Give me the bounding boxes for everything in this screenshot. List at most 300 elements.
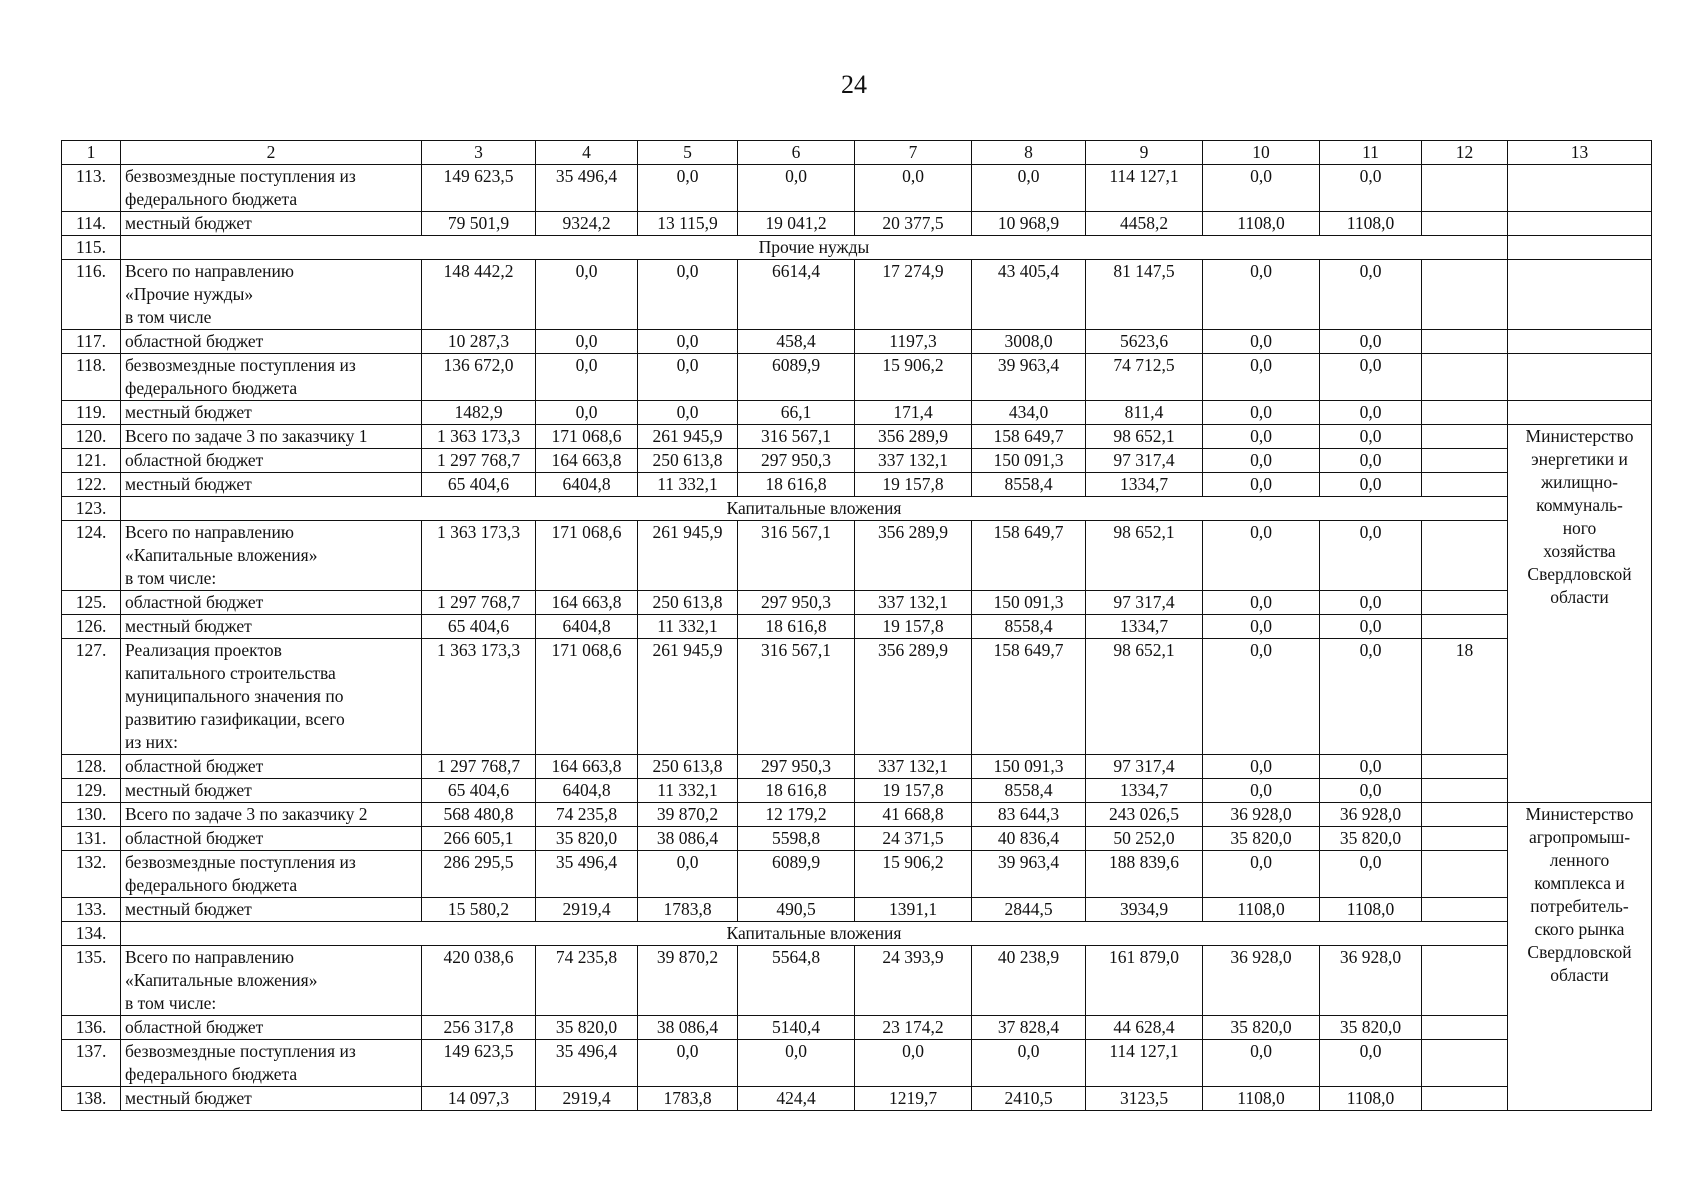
- row-description: [121, 473, 422, 497]
- value-cell: 1108,0: [1320, 1087, 1422, 1111]
- value-cell: 5140,4: [738, 1016, 855, 1040]
- responsible-agency: [1508, 425, 1652, 803]
- table-row: [62, 779, 1652, 803]
- value-cell: 14 097,3: [422, 1087, 536, 1111]
- value-cell: 0,0: [638, 1040, 738, 1087]
- value-cell: 1108,0: [1320, 898, 1422, 922]
- value-cell: 424,4: [738, 1087, 855, 1111]
- target-indicator-cell: 18: [1422, 639, 1508, 755]
- value-cell: 149 623,5: [422, 165, 536, 212]
- value-cell: 0,0: [1203, 851, 1320, 898]
- table-row: [62, 946, 1652, 1016]
- value-cell: 0,0: [1320, 260, 1422, 330]
- header-cell: 8: [972, 141, 1086, 165]
- value-cell: 41 668,8: [855, 803, 972, 827]
- row-description: [121, 803, 422, 827]
- row-number: 122.: [62, 473, 121, 497]
- header-cell: 1: [62, 141, 121, 165]
- target-indicator-cell: [1422, 449, 1508, 473]
- value-cell: 0,0: [1203, 425, 1320, 449]
- value-cell: 35 496,4: [536, 1040, 638, 1087]
- value-cell: 8558,4: [972, 473, 1086, 497]
- row-number: 116.: [62, 260, 121, 330]
- agency-cell-empty: [1508, 212, 1652, 236]
- value-cell: 0,0: [738, 1040, 855, 1087]
- description-line: областной бюджет: [125, 828, 264, 848]
- value-cell: 158 649,7: [972, 425, 1086, 449]
- row-number: 128.: [62, 755, 121, 779]
- value-cell: 18 616,8: [738, 473, 855, 497]
- value-cell: 1108,0: [1320, 212, 1422, 236]
- value-cell: 261 945,9: [638, 521, 738, 591]
- table-row: [62, 425, 1652, 449]
- value-cell: 0,0: [1320, 354, 1422, 401]
- table-row: [62, 898, 1652, 922]
- row-number: 114.: [62, 212, 121, 236]
- row-number: 119.: [62, 401, 121, 425]
- value-cell: 0,0: [1320, 615, 1422, 639]
- value-cell: 39 963,4: [972, 851, 1086, 898]
- header-cell: 7: [855, 141, 972, 165]
- row-description: [121, 212, 422, 236]
- responsible-agency: [1508, 803, 1652, 1111]
- agency-cell-empty: [1508, 236, 1652, 260]
- description-line: местный бюджет: [125, 1088, 252, 1108]
- value-cell: 0,0: [1320, 425, 1422, 449]
- value-cell: 250 613,8: [638, 755, 738, 779]
- header-cell: 4: [536, 141, 638, 165]
- value-cell: 5623,6: [1086, 330, 1203, 354]
- target-indicator-cell: [1422, 898, 1508, 922]
- target-indicator-cell: [1422, 401, 1508, 425]
- value-cell: 1334,7: [1086, 779, 1203, 803]
- value-cell: 35 496,4: [536, 851, 638, 898]
- row-description: [121, 946, 422, 1016]
- row-number: 132.: [62, 851, 121, 898]
- section-row: [62, 922, 1652, 946]
- value-cell: 356 289,9: [855, 639, 972, 755]
- target-indicator-cell: [1422, 615, 1508, 639]
- target-indicator-cell: [1422, 827, 1508, 851]
- value-cell: 35 820,0: [1320, 827, 1422, 851]
- value-cell: 10 287,3: [422, 330, 536, 354]
- value-cell: 1482,9: [422, 401, 536, 425]
- table-row: [62, 639, 1652, 755]
- description-line: развитию газификации, всего: [125, 709, 345, 729]
- row-description: [121, 755, 422, 779]
- value-cell: 158 649,7: [972, 521, 1086, 591]
- row-number: 135.: [62, 946, 121, 1016]
- table-body: [62, 165, 1652, 1111]
- agency-line: энергетики и: [1531, 449, 1628, 469]
- value-cell: 1 297 768,7: [422, 755, 536, 779]
- header-cell: 11: [1320, 141, 1422, 165]
- value-cell: 148 442,2: [422, 260, 536, 330]
- value-cell: 0,0: [1320, 449, 1422, 473]
- section-row: [62, 497, 1652, 521]
- value-cell: 4458,2: [1086, 212, 1203, 236]
- value-cell: 37 828,4: [972, 1016, 1086, 1040]
- target-indicator-cell: [1422, 1016, 1508, 1040]
- row-description: [121, 827, 422, 851]
- value-cell: 136 672,0: [422, 354, 536, 401]
- value-cell: 0,0: [638, 401, 738, 425]
- agency-cell-empty: [1508, 401, 1652, 425]
- description-line: местный бюджет: [125, 474, 252, 494]
- value-cell: 74 235,8: [536, 803, 638, 827]
- agency-line: ного: [1562, 518, 1597, 538]
- row-description: [121, 1040, 422, 1087]
- value-cell: 6089,9: [738, 354, 855, 401]
- value-cell: 44 628,4: [1086, 1016, 1203, 1040]
- value-cell: 35 820,0: [536, 827, 638, 851]
- value-cell: 97 317,4: [1086, 591, 1203, 615]
- value-cell: 316 567,1: [738, 521, 855, 591]
- value-cell: 15 580,2: [422, 898, 536, 922]
- description-line: Всего по направлению: [125, 522, 294, 542]
- value-cell: 490,5: [738, 898, 855, 922]
- value-cell: 98 652,1: [1086, 521, 1203, 591]
- section-title: Прочие нужды: [121, 236, 1508, 260]
- table-row: [62, 330, 1652, 354]
- description-line: областной бюджет: [125, 1017, 264, 1037]
- value-cell: 43 405,4: [972, 260, 1086, 330]
- value-cell: 1 363 173,3: [422, 521, 536, 591]
- row-number: 133.: [62, 898, 121, 922]
- description-line: «Капитальные вложения»: [125, 970, 318, 990]
- value-cell: 171,4: [855, 401, 972, 425]
- value-cell: 35 820,0: [1320, 1016, 1422, 1040]
- agency-cell-empty: [1508, 330, 1652, 354]
- value-cell: 811,4: [1086, 401, 1203, 425]
- row-number: 137.: [62, 1040, 121, 1087]
- value-cell: 1 363 173,3: [422, 639, 536, 755]
- table-row: [62, 521, 1652, 591]
- value-cell: 1391,1: [855, 898, 972, 922]
- value-cell: 0,0: [1320, 521, 1422, 591]
- row-description: [121, 591, 422, 615]
- description-line: из них:: [125, 732, 178, 752]
- value-cell: 0,0: [1203, 639, 1320, 755]
- value-cell: 36 928,0: [1203, 946, 1320, 1016]
- value-cell: 11 332,1: [638, 615, 738, 639]
- value-cell: 0,0: [536, 354, 638, 401]
- value-cell: 0,0: [536, 260, 638, 330]
- value-cell: 261 945,9: [638, 639, 738, 755]
- section-title: Капитальные вложения: [121, 922, 1508, 946]
- value-cell: 5598,8: [738, 827, 855, 851]
- value-cell: 12 179,2: [738, 803, 855, 827]
- agency-line: ленного: [1549, 850, 1610, 870]
- value-cell: 38 086,4: [638, 1016, 738, 1040]
- value-cell: 65 404,6: [422, 473, 536, 497]
- value-cell: 150 091,3: [972, 755, 1086, 779]
- value-cell: 36 928,0: [1320, 803, 1422, 827]
- table-row: [62, 473, 1652, 497]
- row-number: 138.: [62, 1087, 121, 1111]
- value-cell: 15 906,2: [855, 354, 972, 401]
- value-cell: 35 496,4: [536, 165, 638, 212]
- description-line: местный бюджет: [125, 616, 252, 636]
- value-cell: 0,0: [972, 1040, 1086, 1087]
- description-line: местный бюджет: [125, 899, 252, 919]
- agency-line: коммуналь-: [1536, 495, 1623, 515]
- description-line: федерального бюджета: [125, 875, 298, 895]
- row-number: 124.: [62, 521, 121, 591]
- row-number: 136.: [62, 1016, 121, 1040]
- agency-line: ского рынка: [1534, 919, 1625, 939]
- value-cell: 3934,9: [1086, 898, 1203, 922]
- value-cell: 1108,0: [1203, 898, 1320, 922]
- value-cell: 83 644,3: [972, 803, 1086, 827]
- value-cell: 11 332,1: [638, 473, 738, 497]
- value-cell: 8558,4: [972, 615, 1086, 639]
- row-number: 121.: [62, 449, 121, 473]
- value-cell: 356 289,9: [855, 425, 972, 449]
- value-cell: 10 968,9: [972, 212, 1086, 236]
- value-cell: 81 147,5: [1086, 260, 1203, 330]
- value-cell: 0,0: [1203, 165, 1320, 212]
- target-indicator-cell: [1422, 330, 1508, 354]
- row-number: 118.: [62, 354, 121, 401]
- value-cell: 0,0: [1320, 851, 1422, 898]
- value-cell: 266 605,1: [422, 827, 536, 851]
- value-cell: 11 332,1: [638, 779, 738, 803]
- value-cell: 0,0: [1203, 755, 1320, 779]
- value-cell: 1108,0: [1203, 1087, 1320, 1111]
- description-line: областной бюджет: [125, 331, 264, 351]
- value-cell: 79 501,9: [422, 212, 536, 236]
- row-description: [121, 401, 422, 425]
- value-cell: 0,0: [1203, 1040, 1320, 1087]
- header-cell: 12: [1422, 141, 1508, 165]
- value-cell: 23 174,2: [855, 1016, 972, 1040]
- description-line: в том числе:: [125, 568, 217, 588]
- value-cell: 97 317,4: [1086, 449, 1203, 473]
- agency-line: потребитель-: [1530, 896, 1629, 916]
- description-line: муниципального значения по: [125, 686, 344, 706]
- target-indicator-cell: [1422, 212, 1508, 236]
- row-description: [121, 851, 422, 898]
- description-line: областной бюджет: [125, 450, 264, 470]
- value-cell: 256 317,8: [422, 1016, 536, 1040]
- value-cell: 18 616,8: [738, 779, 855, 803]
- value-cell: 1 297 768,7: [422, 591, 536, 615]
- value-cell: 65 404,6: [422, 615, 536, 639]
- agency-line: области: [1550, 587, 1609, 607]
- value-cell: 337 132,1: [855, 755, 972, 779]
- target-indicator-cell: [1422, 425, 1508, 449]
- value-cell: 0,0: [1320, 473, 1422, 497]
- value-cell: 9324,2: [536, 212, 638, 236]
- value-cell: 150 091,3: [972, 449, 1086, 473]
- value-cell: 17 274,9: [855, 260, 972, 330]
- row-description: [121, 165, 422, 212]
- value-cell: 98 652,1: [1086, 639, 1203, 755]
- value-cell: 0,0: [638, 260, 738, 330]
- value-cell: 171 068,6: [536, 521, 638, 591]
- description-line: местный бюджет: [125, 402, 252, 422]
- row-number: 131.: [62, 827, 121, 851]
- value-cell: 24 371,5: [855, 827, 972, 851]
- value-cell: 1 297 768,7: [422, 449, 536, 473]
- value-cell: 286 295,5: [422, 851, 536, 898]
- value-cell: 19 041,2: [738, 212, 855, 236]
- value-cell: 0,0: [1203, 354, 1320, 401]
- value-cell: 0,0: [738, 165, 855, 212]
- row-number: 115.: [62, 236, 121, 260]
- value-cell: 250 613,8: [638, 591, 738, 615]
- value-cell: 0,0: [1203, 615, 1320, 639]
- target-indicator-cell: [1422, 260, 1508, 330]
- table-row: [62, 449, 1652, 473]
- value-cell: 171 068,6: [536, 425, 638, 449]
- value-cell: 161 879,0: [1086, 946, 1203, 1016]
- value-cell: 0,0: [1203, 330, 1320, 354]
- value-cell: 39 870,2: [638, 946, 738, 1016]
- row-description: [121, 521, 422, 591]
- value-cell: 458,4: [738, 330, 855, 354]
- value-cell: 19 157,8: [855, 779, 972, 803]
- row-description: [121, 330, 422, 354]
- table-row: [62, 1040, 1652, 1087]
- value-cell: 40 238,9: [972, 946, 1086, 1016]
- row-description: [121, 779, 422, 803]
- agency-line: агропромыш-: [1528, 827, 1631, 847]
- value-cell: 0,0: [855, 1040, 972, 1087]
- value-cell: 297 950,3: [738, 449, 855, 473]
- table-row: [62, 591, 1652, 615]
- value-cell: 243 026,5: [1086, 803, 1203, 827]
- row-description: [121, 260, 422, 330]
- target-indicator-cell: [1422, 851, 1508, 898]
- row-description: [121, 639, 422, 755]
- value-cell: 1 363 173,3: [422, 425, 536, 449]
- value-cell: 0,0: [1203, 591, 1320, 615]
- row-number: 125.: [62, 591, 121, 615]
- value-cell: 40 836,4: [972, 827, 1086, 851]
- description-line: безвозмездные поступления из: [125, 852, 356, 872]
- value-cell: 1334,7: [1086, 473, 1203, 497]
- value-cell: 35 820,0: [1203, 827, 1320, 851]
- table-row: [62, 615, 1652, 639]
- value-cell: 337 132,1: [855, 449, 972, 473]
- value-cell: 6089,9: [738, 851, 855, 898]
- value-cell: 18 616,8: [738, 615, 855, 639]
- row-description: [121, 449, 422, 473]
- value-cell: 297 950,3: [738, 755, 855, 779]
- header-cell: 2: [121, 141, 422, 165]
- value-cell: 0,0: [638, 165, 738, 212]
- value-cell: 171 068,6: [536, 639, 638, 755]
- value-cell: 114 127,1: [1086, 1040, 1203, 1087]
- value-cell: 0,0: [536, 401, 638, 425]
- row-description: [121, 425, 422, 449]
- value-cell: 250 613,8: [638, 449, 738, 473]
- agency-line: комплекса и: [1534, 873, 1625, 893]
- value-cell: 1219,7: [855, 1087, 972, 1111]
- value-cell: 420 038,6: [422, 946, 536, 1016]
- value-cell: 6404,8: [536, 779, 638, 803]
- value-cell: 1783,8: [638, 898, 738, 922]
- target-indicator-cell: [1422, 354, 1508, 401]
- row-number: 134.: [62, 922, 121, 946]
- value-cell: 66,1: [738, 401, 855, 425]
- header-cell: 13: [1508, 141, 1652, 165]
- value-cell: 2844,5: [972, 898, 1086, 922]
- value-cell: 0,0: [1320, 779, 1422, 803]
- value-cell: 0,0: [1320, 401, 1422, 425]
- description-line: федерального бюджета: [125, 189, 298, 209]
- description-line: областной бюджет: [125, 756, 264, 776]
- header-cell: 5: [638, 141, 738, 165]
- value-cell: 6614,4: [738, 260, 855, 330]
- table-row: [62, 851, 1652, 898]
- agency-line: жилищно-: [1541, 472, 1618, 492]
- value-cell: 6404,8: [536, 615, 638, 639]
- value-cell: 0,0: [1203, 779, 1320, 803]
- description-line: областной бюджет: [125, 592, 264, 612]
- value-cell: 0,0: [1203, 401, 1320, 425]
- table-row: [62, 1087, 1652, 1111]
- header-cell: 10: [1203, 141, 1320, 165]
- value-cell: 316 567,1: [738, 425, 855, 449]
- header-row: [62, 141, 1652, 165]
- value-cell: 0,0: [1320, 639, 1422, 755]
- agency-line: Министерство: [1525, 426, 1634, 446]
- value-cell: 337 132,1: [855, 591, 972, 615]
- row-number: 126.: [62, 615, 121, 639]
- value-cell: 38 086,4: [638, 827, 738, 851]
- row-number: 123.: [62, 497, 121, 521]
- value-cell: 2919,4: [536, 898, 638, 922]
- value-cell: 13 115,9: [638, 212, 738, 236]
- value-cell: 20 377,5: [855, 212, 972, 236]
- value-cell: 316 567,1: [738, 639, 855, 755]
- target-indicator-cell: [1422, 165, 1508, 212]
- agency-line: хозяйства: [1543, 541, 1616, 561]
- value-cell: 19 157,8: [855, 473, 972, 497]
- value-cell: 19 157,8: [855, 615, 972, 639]
- value-cell: 1197,3: [855, 330, 972, 354]
- value-cell: 98 652,1: [1086, 425, 1203, 449]
- value-cell: 158 649,7: [972, 639, 1086, 755]
- value-cell: 164 663,8: [536, 449, 638, 473]
- value-cell: 74 235,8: [536, 946, 638, 1016]
- value-cell: 24 393,9: [855, 946, 972, 1016]
- description-line: федерального бюджета: [125, 1064, 298, 1084]
- description-line: Реализация проектов: [125, 640, 282, 660]
- agency-line: Свердловской: [1527, 564, 1632, 584]
- table-row: [62, 755, 1652, 779]
- value-cell: 74 712,5: [1086, 354, 1203, 401]
- header-cell: 9: [1086, 141, 1203, 165]
- value-cell: 0,0: [1320, 1040, 1422, 1087]
- agency-line: области: [1550, 965, 1609, 985]
- description-line: Всего по направлению: [125, 261, 294, 281]
- value-cell: 1334,7: [1086, 615, 1203, 639]
- value-cell: 356 289,9: [855, 521, 972, 591]
- target-indicator-cell: [1422, 779, 1508, 803]
- description-line: безвозмездные поступления из: [125, 355, 356, 375]
- description-line: в том числе: [125, 307, 212, 327]
- value-cell: 0,0: [638, 330, 738, 354]
- row-description: [121, 354, 422, 401]
- target-indicator-cell: [1422, 803, 1508, 827]
- agency-cell-empty: [1508, 354, 1652, 401]
- value-cell: 0,0: [855, 165, 972, 212]
- value-cell: 434,0: [972, 401, 1086, 425]
